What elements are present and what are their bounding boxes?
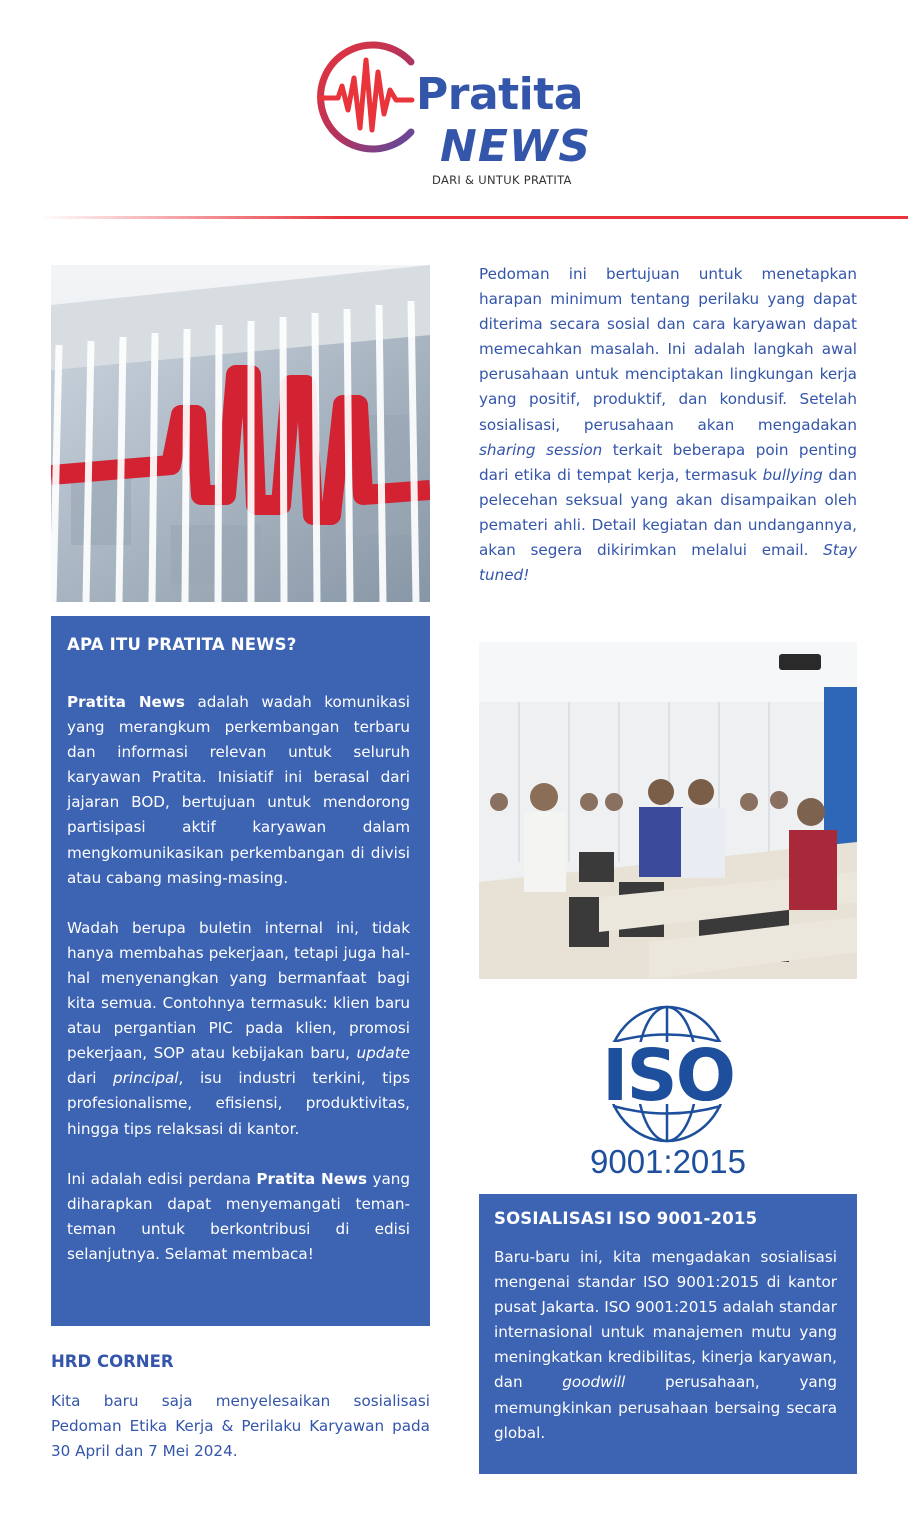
masthead — [0, 0, 908, 225]
continued-text-a: Pedoman ini bertujuan untuk menetapkan harapan minimum tentang perilaku yang dapat diterima secara sosial dan cara karyawan dapat memecahkan masalah. Ini adalah langkah awal perusahaan untuk menciptakan lingkungan kerja yang positif, produktif, dan kondusif. Setelah sosialisasi, perusahaan akan mengadakan — [479, 265, 857, 434]
about-p3-text-b: yang diharapkan dapat menyemangati teman-teman untuk berkontribusi di edisi selanjutnya. Selamat membaca! — [67, 1169, 411, 1263]
iso-italic-goodwill: goodwill — [562, 1373, 626, 1392]
about-p2-text-b: dari — [67, 1069, 114, 1088]
brand-name: Pratita — [416, 69, 583, 120]
about-paragraph-1 — [67, 690, 410, 891]
continued-italic-bullying: bullying — [762, 465, 823, 484]
about-heading: APA ITU PRATITA NEWS? — [67, 635, 297, 654]
continued-text-c: dan pelecehan seksual yang akan disampaikan oleh pemateri ahli. Detail kegiatan dan undangannya, akan segera dikirimkan melalui email. — [479, 465, 857, 560]
iso-heading: SOSIALISASI ISO 9001-2015 — [494, 1209, 758, 1228]
about-p2-text-a: Wadah berupa buletin internal ini, tidak hanya membahas pekerjaan, tetapi juga hal-hal menyenangkan yang bermanfaat bagi kita semua. Contohnya termasuk: klien baru atau pergantian PIC pada klien, promosi pekerjaan, SOP atau kebijakan baru, — [67, 918, 410, 1063]
continued-italic-stay-tuned: Stay tuned! — [479, 541, 857, 585]
about-p2-italic-principal: principal — [113, 1069, 179, 1088]
iso-paragraph — [494, 1245, 837, 1446]
hrd-corner-text: Kita baru saja menyelesaikan sosialisasi Pedoman Etika Kerja & Perilaku Karyawan pada 30 April dan 7 Mei 2024. — [51, 1392, 430, 1461]
building-facade-photo — [51, 265, 430, 602]
about-p1-text: adalah wadah komunikasi yang merangkum perkembangan terbaru dan informasi relevan untuk seluruh karyawan Pratita. Inisiatif ini berasal dari jajaran BOD, bertujuan untuk mendorong partisipasi aktif karyawan dalam mengkomunikasikan perkembangan di divisi atau cabang masing-masing. — [67, 693, 410, 887]
iso-9001-logo — [580, 1002, 755, 1178]
iso-wordmark: ISO — [602, 1034, 734, 1117]
about-paragraph-2 — [67, 916, 410, 1142]
socialization-event-photo — [479, 642, 857, 979]
hrd-corner-heading: HRD CORNER — [51, 1352, 174, 1371]
about-paragraph-3 — [67, 1167, 410, 1267]
about-p3-bold: Pratita News — [256, 1169, 368, 1188]
about-p2-text-c: , isu industri terkini, tips profesionalisme, efisiensi, produktivitas, hingga tips relaksasi di kantor. — [67, 1069, 410, 1138]
brand-news: NEWS — [440, 121, 592, 172]
header-divider — [40, 216, 908, 219]
continued-italic-sharing-session: sharing session — [479, 440, 603, 459]
continued-text-b: terkait beberapa poin penting dari etika di tempat kerja, termasuk — [479, 440, 857, 484]
about-p1-bold: Pratita News — [67, 693, 185, 711]
iso-text-b: perusahaan, yang memungkinkan perusahaan bersaing secara global. — [494, 1373, 838, 1442]
iso-socialization-box — [479, 1194, 857, 1474]
about-p3-text-a: Ini adalah edisi perdana — [67, 1169, 257, 1188]
pratita-pulse-logo-icon — [316, 38, 428, 156]
tagline: DARI & UNTUK PRATITA — [432, 173, 572, 187]
about-p2-italic-update: update — [356, 1044, 410, 1063]
hrd-continued-text — [479, 262, 857, 588]
iso-number: 9001:2015 — [590, 1143, 746, 1178]
about-pratita-news-box — [51, 616, 430, 1326]
iso-text-a: Baru-baru ini, kita mengadakan sosialisasi mengenai standar ISO 9001:2015 di kantor pusat Jakarta. ISO 9001:2015 adalah standar internasional untuk manajemen mutu yang meningkatkan kredibilitas, kinerja karyawan, dan — [494, 1248, 837, 1392]
